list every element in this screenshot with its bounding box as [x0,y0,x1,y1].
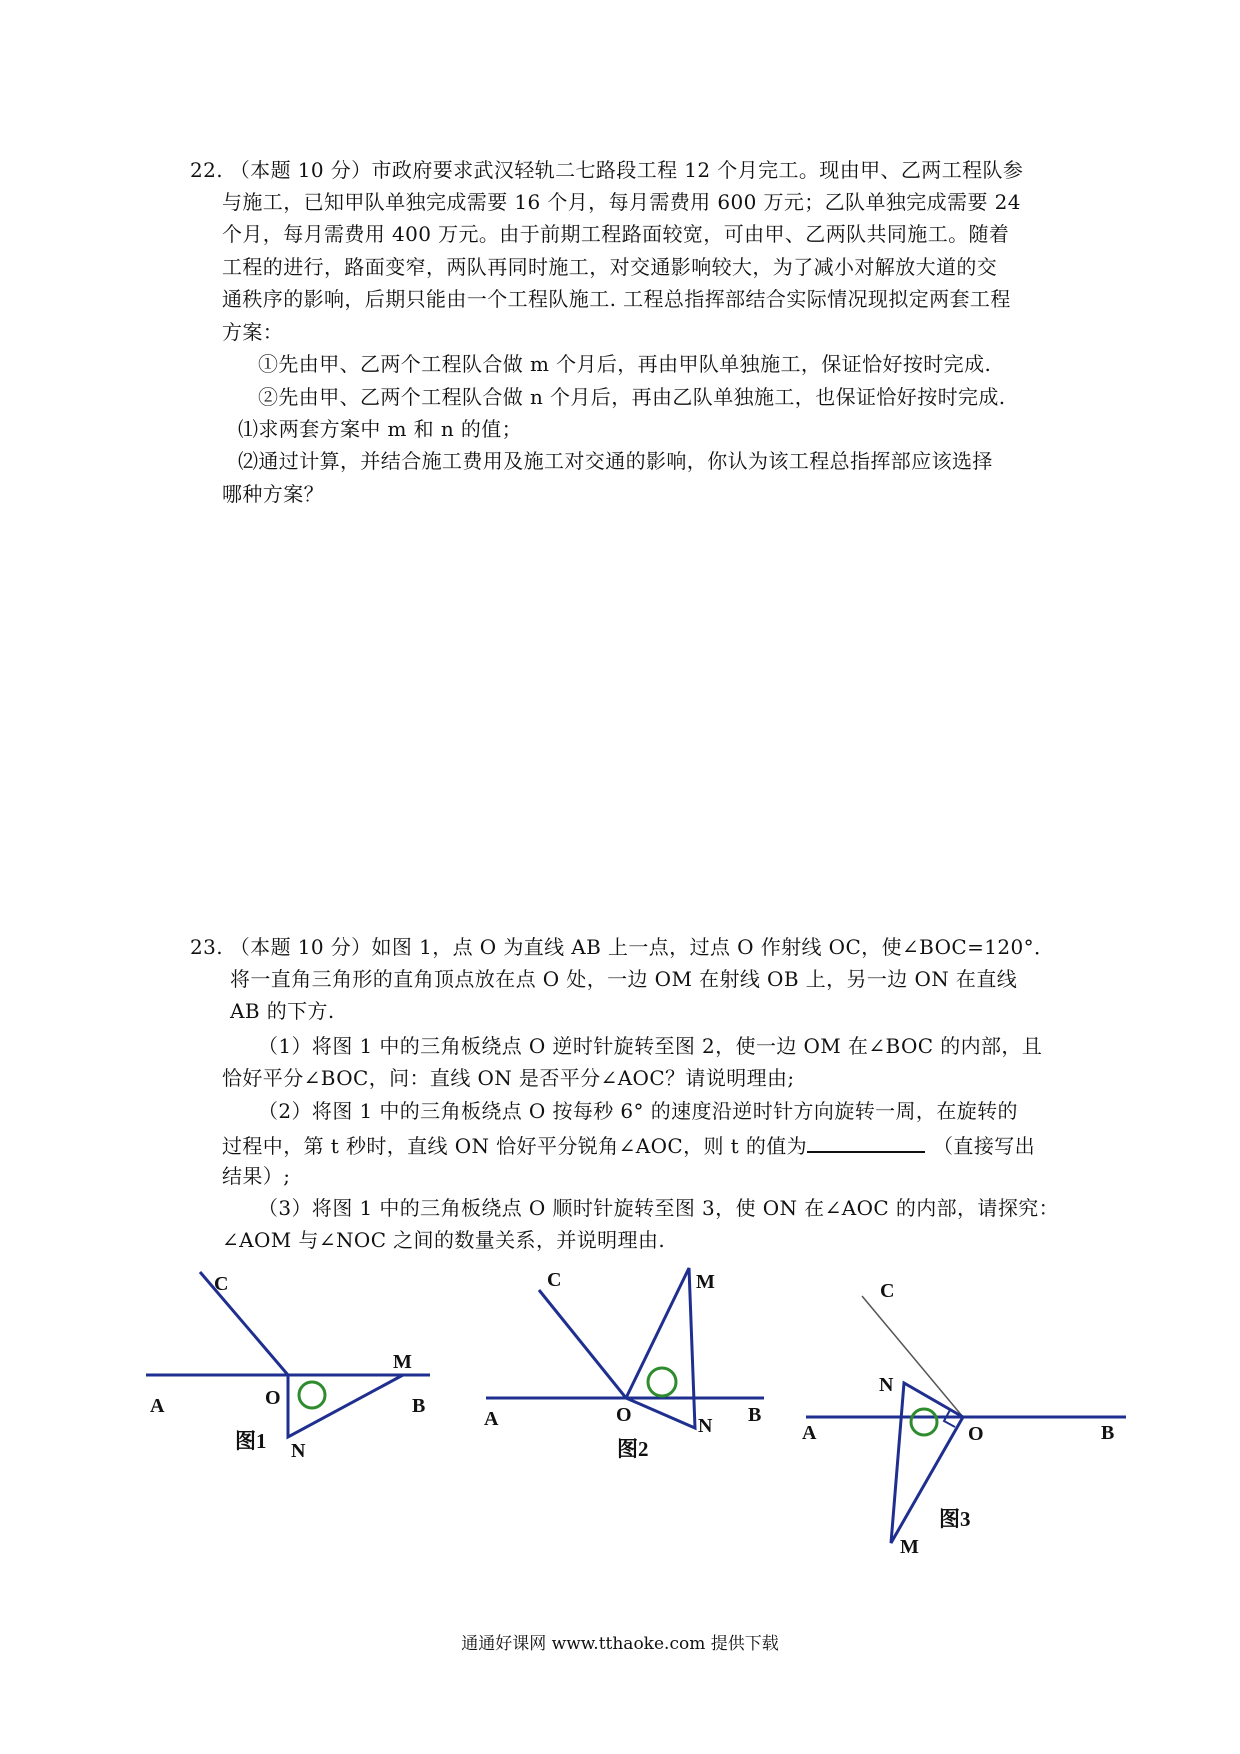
fig3-ray-oc [862,1296,963,1417]
fig2-label-a: A [484,1408,499,1430]
fig1-label-b: B [412,1395,426,1417]
fig2-label-m: M [696,1271,715,1293]
q23-line-3: AB 的下方. [230,999,335,1023]
fig3-label-o: O [968,1423,984,1445]
fig1-label-n: N [291,1440,306,1462]
q22-plan-1: ①先由甲、乙两个工程队合做 m 个月后，再由甲队单独施工，保证恰好按时完成. [258,352,992,376]
figure-3 [802,1280,1126,1558]
q22-sub-2: ⑵通过计算，并结合施工费用及施工对交通的影响，你认为该工程总指挥部应该选择 [238,449,993,473]
fig3-caption: 图3 [939,1507,971,1531]
fig1-label-m: M [393,1351,412,1373]
fig2-ray-oc [539,1290,626,1398]
fig3-label-a: A [802,1422,817,1444]
figure-2 [484,1268,764,1461]
q22-plan-2: ②先由甲、乙两个工程队合做 n 个月后，再由乙队单独施工，也保证恰好按时完成. [258,385,1006,409]
q23-part2-line-1: （2）将图 1 中的三角板绕点 O 按每秒 6° 的速度沿逆时针方向旋转一周，在旋转的 [258,1099,1018,1123]
q22-line-3: 个月，每月需费用 400 万元。由于前期工程路面较宽，可由甲、乙两队共同施工。随着 [222,222,1010,246]
fig2-triangle [626,1268,695,1428]
fig3-label-n: N [879,1374,894,1396]
q23-part2-line-3: 结果）; [222,1164,291,1188]
fig1-label-c: C [214,1273,229,1295]
fig2-label-o: O [616,1404,632,1426]
q23-part2-text-tail: （直接写出 [933,1134,1036,1158]
q22-sub-1: ⑴求两套方案中 m 和 n 的值； [238,417,523,441]
fig1-caption: 图1 [235,1429,267,1453]
fig2-circle [648,1368,676,1396]
fig2-label-b: B [748,1404,762,1426]
fig2-caption: 图2 [617,1437,649,1461]
fig2-label-c: C [547,1269,562,1291]
fig1-circle [299,1382,325,1408]
q22-line-6: 方案： [222,320,284,344]
q23-part3-line-1: （3）将图 1 中的三角板绕点 O 顺时针旋转至图 3，使 ON 在∠AOC 的内部，请探究： [258,1196,1060,1220]
fig1-label-o: O [265,1387,281,1409]
q22-line-4: 工程的进行，路面变窄，两队再同时施工，对交通影响较大，为了减小对解放大道的交 [222,255,998,279]
page-footer: 通通好课网 www.tthaoke.com 提供下载 [461,1634,779,1654]
q23-part2-text: 过程中，第 t 秒时，直线 ON 恰好平分锐角∠AOC，则 t 的值为 [222,1134,808,1158]
fig3-label-b: B [1101,1422,1115,1444]
fig3-circle [911,1409,937,1435]
fig2-label-n: N [698,1415,713,1437]
q23-part3-line-2: ∠AOM 与∠NOC 之间的数量关系，并说明理由. [222,1228,666,1252]
q23-line-2: 将一直角三角形的直角顶点放在点 O 处，一边 OM 在射线 OB 上，另一边 ON 在直线 [230,967,1018,991]
q23-part1-line-2: 恰好平分∠BOC，问：直线 ON 是否平分∠AOC？请说明理由; [222,1066,795,1090]
q23-line-1: 23. （本题 10 分）如图 1，点 O 为直线 AB 上一点，过点 O 作射线 OC，使∠BOC=120°． [190,935,1055,959]
fig3-label-m: M [900,1536,919,1558]
fig1-label-a: A [150,1395,165,1417]
q23-part1-line-1: （1）将图 1 中的三角板绕点 O 逆时针旋转至图 2，使一边 OM 在∠BOC 的内部，且 [258,1034,1043,1058]
q22-line-1: 22. （本题 10 分）市政府要求武汉轻轨二七路段工程 12 个月完工。现由甲、乙两工程队参 [190,158,1024,182]
q22-sub-2-cont: 哪种方案？ [222,482,324,506]
q22-line-2: 与施工，已知甲队单独完成需要 16 个月，每月需费用 600 万元；乙队单独完成需要 24 [222,190,1021,214]
fig3-label-c: C [880,1280,895,1302]
figure-1 [146,1272,430,1462]
q22-line-5: 通秩序的影响，后期只能由一个工程队施工. 工程总指挥部结合实际情况现拟定两套工程 [222,287,1011,311]
